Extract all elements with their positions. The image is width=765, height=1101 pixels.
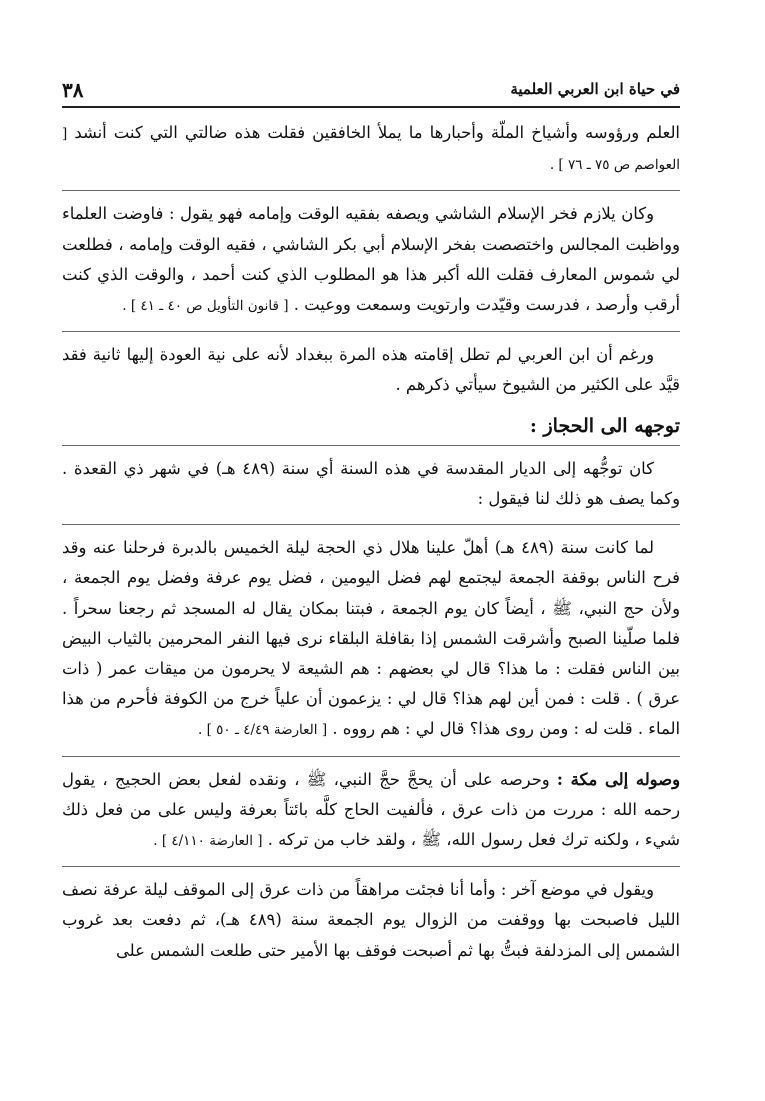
paragraph-1 xyxy=(62,118,680,180)
page-header xyxy=(62,78,680,104)
paragraph-divider xyxy=(62,190,680,191)
paragraph-2 xyxy=(62,199,680,321)
page-number: ٣٨ xyxy=(62,78,84,102)
paragraph-5 xyxy=(62,533,680,745)
paragraph-5-text: لما كانت سنة (٤٨٩ هـ) أهلّ علينا هلال ذي الحجة ليلة الخميس بالدبرة فرحلنا عنه وقد فرح الناس بوقفة الجمعة ليجتمع لهم فضل اليومين ، فضل يوم عرفة وفضل يوم الجمعة ، ولأن حج النبي، ﷺ ، أيضاً كان يوم الجمعة ، فبتنا بمكان يقال له المسجد ثم رجعنا سحراً . فلما صلّينا الصبح وأشرقت الشمس إذا بقافلة البلقاء نرى فيها النفر المحرمين بالثياب البيض بين الناس فقلت : ما هذا؟ قال لي بعضهم : هم الشيعة لا يحرمون من ميقات عمر ( ذات عرق ) . قلت : فمن أين لهم هذا؟ قال لي : يزعمون أن علياً خرج من الكوفة فأحرم من هذا الماء . قلت له : ومن روى هذا؟ قال لي : هم رووه . xyxy=(62,538,680,739)
header-rule xyxy=(62,106,680,108)
citation-qanun-tawil: [ قانون التأويل ص ٤٠ ـ ٤١ ] . xyxy=(122,298,289,315)
paragraph-6-lead: وصوله إلى مكة : xyxy=(556,769,680,789)
citation-awasim: [ العواصم ص ٧٥ ـ ٧٦ ] . xyxy=(62,126,680,174)
paragraph-6-text: وحرصه على أن يحجَّ حجَّ النبي، ﷺ ، ونقده لفعل بعض الحجيج ، يقول رحمه الله : مررت من ذات عرق ، فألفيت الحاج كلَّه بائتاً بعرفة وليس على من فعل ذلك شيء ، ولكنه ترك فعل رسول الله، ﷺ ، ولقد خاب من تركه . xyxy=(62,769,680,850)
page-body xyxy=(62,118,680,976)
paragraph-divider xyxy=(62,756,680,757)
paragraph-divider xyxy=(62,445,680,446)
section-title: توجهه الى الحجاز : xyxy=(529,414,680,437)
running-title: في حياة ابن العربي العلمية xyxy=(510,80,680,98)
paragraph-4: كان توجُّهه إلى الديار المقدسة في هذه السنة أي سنة (٤٨٩ هـ) في شهر ذي القعدة . وكما يصف هو ذلك لنا فيقول : xyxy=(62,458,680,509)
paragraph-divider xyxy=(62,524,680,525)
citation-aridah-2: [ العارضة ٤/١١٠ ] . xyxy=(153,833,263,850)
paragraph-6 xyxy=(62,765,680,857)
paragraph-1-text: العلم ورؤوسه وأشياخ الملّة وأحبارها ما يملأ الخافقين فقلت هذه ضالتي التي كنت أنشد xyxy=(74,123,680,142)
citation-aridah-1: [ العارضة ٤/٤٩ ـ ٥٠ ] . xyxy=(198,722,328,739)
paragraph-3: ورغم أن ابن العربي لم تطل إقامته هذه المرة ببغداد لأنه على نية العودة إليها ثانية فقد قيَّد على الكثير من الشيوخ سيأتي ذكرهم . xyxy=(62,345,680,395)
paragraph-7: ويقول في موضع آخر : وأما أنا فجئت مراهقاً من ذات عرق إلى الموقف ليلة عرفة نصف الليل فاصبحت بها ووقفت من الزوال يوم الجمعة سنة (٤٨٩ هـ)، ثم دفعت بعد غروب الشمس إلى المزدلفة فبتُّ بها ثم أصبحت فوقف بها الأمير حتى طلعت الشمس على xyxy=(62,880,680,960)
paragraph-2-text: وكان يلازم فخر الإسلام الشاشي ويصفه بفقيه الوقت وإمامه فهو يقول : فاوضت العلماء وواظبت المجالس واختصصت بفخر الإسلام أبي بكر الشاشي ، فقيه الوقت وإمامه ، فطلعت لي شموس المعارف فقلت الله أكبر هذا هو المطلوب الذي كنت أحمد ، والوقت الذي كنت أرقب وأرصد ، فدرست وقيّدت وارتويت وسمعت ووعيت . xyxy=(62,204,680,315)
paragraph-divider xyxy=(62,331,680,332)
paragraph-divider xyxy=(62,866,680,867)
